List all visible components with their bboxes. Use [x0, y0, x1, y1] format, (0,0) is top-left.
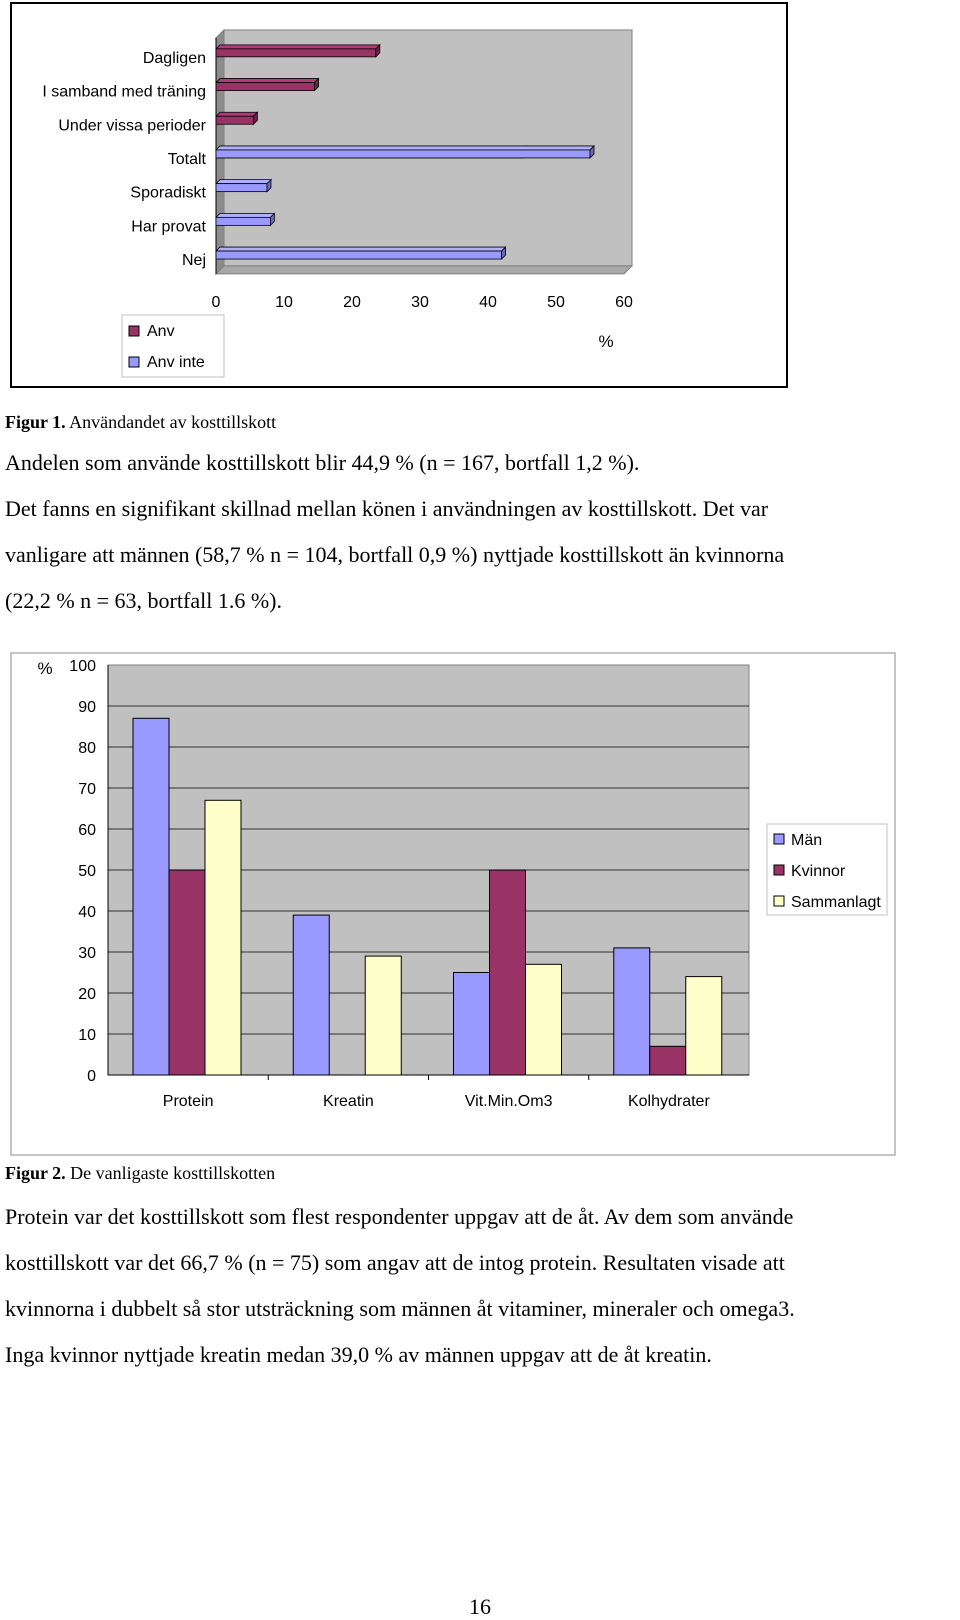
bar	[216, 217, 270, 225]
category-label: I samband med träning	[42, 83, 206, 101]
bar-top-face	[216, 45, 380, 49]
figure2-caption-label: Figur 2.	[5, 1163, 66, 1183]
bar-top-face	[216, 112, 257, 116]
bar	[216, 184, 267, 192]
bar	[293, 915, 329, 1075]
y-tick-label: 100	[69, 658, 96, 675]
bar	[216, 49, 376, 57]
bar-top-face	[216, 79, 319, 83]
legend-swatch-anv-inte	[129, 357, 139, 367]
figure2-chart	[10, 652, 896, 1156]
bar	[365, 956, 401, 1075]
bar-top-face	[216, 180, 271, 184]
category-label: Under vissa perioder	[58, 117, 206, 135]
bar	[216, 116, 253, 124]
paragraph-1	[5, 440, 955, 624]
bar-top-face	[216, 213, 274, 217]
bar	[614, 948, 650, 1075]
bar	[490, 870, 526, 1075]
paragraph-1-line: Andelen som använde kosttillskott blir 44,9 % (n = 167, bortfall 1,2 %).	[5, 450, 640, 475]
bar-top-face	[216, 247, 506, 251]
legend-label-sammanlagt: Sammanlagt	[791, 894, 881, 911]
bar	[205, 800, 241, 1075]
paragraph-1-line: vanligare att männen (58,7 % n = 104, bortfall 0,9 %) nyttjade kosttillskott än kvinnorna	[5, 542, 785, 567]
figure2-caption-text: De vanligaste kosttillskotten	[65, 1163, 276, 1183]
paragraph-2-line: Protein var det kosttillskott som flest respondenter uppgav att de åt. Av dem som använde	[5, 1204, 794, 1229]
x-tick-label: 0	[211, 294, 221, 311]
bar-top-face	[216, 146, 594, 150]
figure1-caption-text: Användandet av kosttillskott	[65, 412, 277, 432]
legend-label-kvinnor: Kvinnor	[791, 863, 846, 880]
legend-swatch-anv	[129, 326, 139, 336]
category-label: Vit.Min.Om3	[464, 1093, 553, 1110]
paragraph-1-line: Det fanns en signifikant skillnad mellan könen i användningen av kosttillskott. Det var	[5, 496, 769, 521]
paragraph-1-line: (22,2 % n = 63, bortfall 1.6 %).	[5, 588, 282, 613]
category-label: Nej	[181, 252, 206, 270]
figure2-caption	[5, 1163, 275, 1184]
bar	[216, 83, 315, 91]
legend-label-anv: Anv	[147, 323, 175, 340]
category-label: Sporadiskt	[130, 184, 206, 202]
legend-label-man: Män	[791, 832, 823, 849]
bar	[686, 977, 722, 1075]
figure2-ylabel: %	[37, 659, 53, 678]
category-label: Kolhydrater	[627, 1093, 710, 1110]
category-label: Totalt	[167, 150, 206, 168]
bar	[650, 1046, 686, 1075]
legend-label-anv-inte: Anv inte	[147, 354, 205, 371]
bar	[169, 870, 205, 1075]
x-tick-label: 30	[411, 294, 429, 311]
y-tick-label: 60	[78, 822, 96, 839]
bar	[216, 150, 590, 158]
bar	[454, 973, 490, 1076]
y-tick-label: 40	[78, 904, 96, 921]
y-tick-label: 0	[87, 1068, 96, 1085]
figure2-legend	[767, 824, 887, 915]
figure1-caption	[5, 412, 276, 433]
x-tick-label: 50	[547, 294, 565, 311]
y-tick-label: 10	[78, 1027, 96, 1044]
x-tick-label: 20	[343, 294, 361, 311]
legend-swatch-man	[774, 834, 784, 844]
y-tick-label: 70	[78, 781, 96, 798]
figure1-chart	[10, 2, 788, 389]
category-label: Dagligen	[142, 49, 206, 67]
y-tick-label: 50	[78, 863, 96, 880]
figure1-xlabel: %	[598, 332, 614, 351]
page-number: 16	[469, 1594, 491, 1619]
figure1-caption-label: Figur 1.	[5, 412, 66, 432]
paragraph-2-line: kosttillskott var det 66,7 % (n = 75) som angav att de intog protein. Resultaten visade att	[5, 1250, 785, 1275]
category-label: Protein	[162, 1093, 214, 1110]
x-tick-label: 60	[615, 294, 633, 311]
y-tick-label: 90	[78, 699, 96, 716]
bar	[526, 964, 562, 1075]
paragraph-2-line: kvinnorna i dubbelt så stor utsträckning som männen åt vitaminer, mineraler och omega3.	[5, 1296, 795, 1321]
paragraph-2-line: Inga kvinnor nyttjade kreatin medan 39,0 % av männen uppgav att de åt kreatin.	[5, 1342, 712, 1367]
bar	[133, 718, 169, 1075]
category-label: Har provat	[131, 218, 206, 236]
paragraph-2	[5, 1194, 955, 1378]
figure1-legend	[122, 315, 224, 377]
plot-floor	[216, 266, 632, 274]
x-tick-label: 40	[479, 294, 497, 311]
x-tick-label: 10	[275, 294, 293, 311]
bar	[216, 251, 502, 259]
y-tick-label: 20	[78, 986, 96, 1003]
category-label: Kreatin	[323, 1093, 374, 1110]
legend-swatch-kvinnor	[774, 865, 784, 875]
y-tick-label: 30	[78, 945, 96, 962]
y-tick-label: 80	[78, 740, 96, 757]
legend-swatch-sammanlagt	[774, 896, 784, 906]
